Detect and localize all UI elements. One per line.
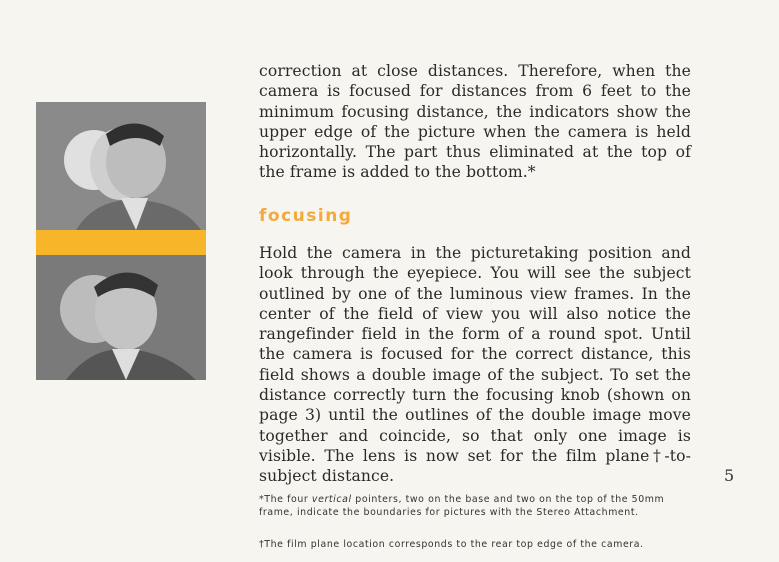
footnote-2: †The film plane location corresponds to the rear top edge of the camera. — [259, 539, 644, 550]
paragraph-2: Hold the camera in the picturetaking position and look through the eyepiece. You will see the subject outlined by one of the luminous view frames. In the center of the field of view you will also notice the rangefinder field in the form of a round spot. Until the camera is focused for the correct distance, this field shows a double image of the subject. To set the distance correctly turn the focusing knob (shown on page 3) until the outlines of the double image move together and coincide, so that only one image is visible. The lens is now set for the film plane†-to-subject distance. — [259, 244, 691, 486]
focused-image-photo — [36, 255, 206, 380]
double-image-photo — [36, 102, 206, 230]
rangefinder-illustration — [36, 102, 206, 380]
footnote-1-emphasis: vertical — [311, 494, 352, 505]
footnote-1-pre: *The four — [259, 494, 312, 505]
footnote-1 — [259, 494, 691, 519]
section-heading: focusing — [259, 206, 353, 226]
orange-band — [36, 230, 206, 255]
page-number: 5 — [724, 466, 735, 485]
paragraph-1: correction at close distances. Therefore, when the camera is focused for distances from 6 feet to the minimum focusing distance, the indicators show the upper edge of the picture when the camera is held horizontally. The part thus eliminated at the top of the frame is added to the bottom.* — [259, 62, 691, 182]
footnote-1-post: pointers, two on the base and two on the top of the 50mm frame, indicate the boundaries for pictures with the Stereo Attachment. — [259, 494, 665, 518]
